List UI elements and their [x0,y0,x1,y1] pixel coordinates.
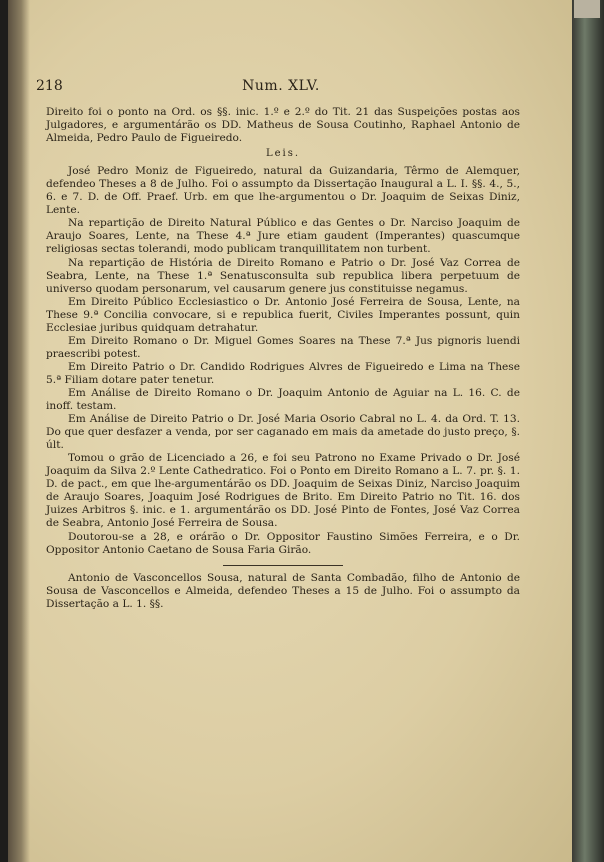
entry-paragraph: Na repartição de História de Direito Romano e Patrio o Dr. José Vaz Correa de Seabra, Lente, na These 1.ª Senatusconsulta sub republica libera perpetuum de universo quodam personarum, vel causarum genere jus constituisse negamus. [46,256,520,295]
entry-paragraph: Em Direito Patrio o Dr. Candido Rodrigues Alvres de Figueiredo e Lima na These 5.ª Filiam dotare pater tenetur. [46,360,520,386]
book-page [8,0,572,862]
entry-paragraph: Doutorou-se a 28, e orárão o Dr. Oppositor Faustino Simões Ferreira, e o Dr. Oppositor Antonio Caetano de Sousa Faria Girão. [46,530,520,556]
page-number: 218 [36,78,63,94]
intro-paragraph: Direito foi o ponto na Ord. os §§. inic. 1.º e 2.º do Tit. 21 das Suspeições postas aos Julgadores, e argumentárão os DD. Matheus de Sousa Coutinho, Raphael Antonio de Almeida, Pedro Paulo de Figueiredo. [46,106,520,145]
entry-paragraph: Em Análise de Direito Romano o Dr. Joaquim Antonio de Aguiar na L. 16. C. de inoff. testam. [46,386,520,413]
entry-paragraph: Em Análise de Direito Patrio o Dr. José Maria Osorio Cabral no L. 4. da Ord. T. 13. Do que quer desfazer a venda, por ser caganado em mais da ametade do justo preço, §. últ. [46,413,520,452]
book-edge [572,0,604,862]
entry-paragraph: Na repartição de Direito Natural Público e das Gentes o Dr. Narciso Joaquim de Araujo Soares, Lente, na These 4.ª Jure etiam gaudent (Imperantes) quascumque religiosas sectas tolerandi, modo publicam tranquillitatem non turbent. [46,217,520,256]
entry-paragraph: José Pedro Moniz de Figueiredo, natural da Guizandaria, Têrmo de Alemquer, defendeo Theses a 8 de Julho. Foi o assumpto da Dissertação Inaugural a L. I. §§. 4., 5., 6. e 7. D. de Off. Praef. Urb. em que lhe-argumentou o Dr. Joaquim de Seixas Diniz, Lente. [46,165,520,217]
section-heading: Leis. [265,148,301,160]
closing-paragraph: Antonio de Vasconcellos Sousa, natural de Santa Combadão, filho de Antonio de Sousa de Vasconcellos e Almeida, defendeo Theses a 15 de Julho. Foi o assumpto da Dissertação a L. 1. §§. [46,571,520,610]
page-body [46,106,520,611]
entry-paragraph: Em Direito Romano o Dr. Miguel Gomes Soares na These 7.ª Jus pignoris luendi praescribi potest. [46,334,520,360]
section-divider [223,565,343,566]
page-gutter [8,0,30,862]
entry-paragraph: Tomou o grão de Licenciado a 26, e foi seu Patrono no Exame Privado o Dr. José Joaquim da Silva 2.º Lente Cathedratico. Foi o Ponto em Direito Romano a L. 7. pr. §. 1. D. de pact., em que lhe-argumentárão os DD. Joaquim de Seixas Diniz, Narciso Joaquim de Araujo Soares, Joaquim José Rodrigues de Brito. Em Direito Patrio no Tit. 16. dos Juizes Arbitros §. inic. e 1. argumentárão os DD. José Pinto de Fontes, José Vaz Correa de Seabra, Antonio José Ferreira de Sousa. [46,452,520,530]
book-edge-tab [574,0,600,18]
entry-paragraph: Em Direito Público Ecclesiastico o Dr. Antonio José Ferreira de Sousa, Lente, na These 9.ª Concilia convocare, si e republica fuerit, Civiles Imperantes possunt, quin Ecclesiae juribus quidquam detrahatur. [46,295,520,334]
running-title: Num. XLV. [242,78,320,94]
running-header [36,78,526,96]
